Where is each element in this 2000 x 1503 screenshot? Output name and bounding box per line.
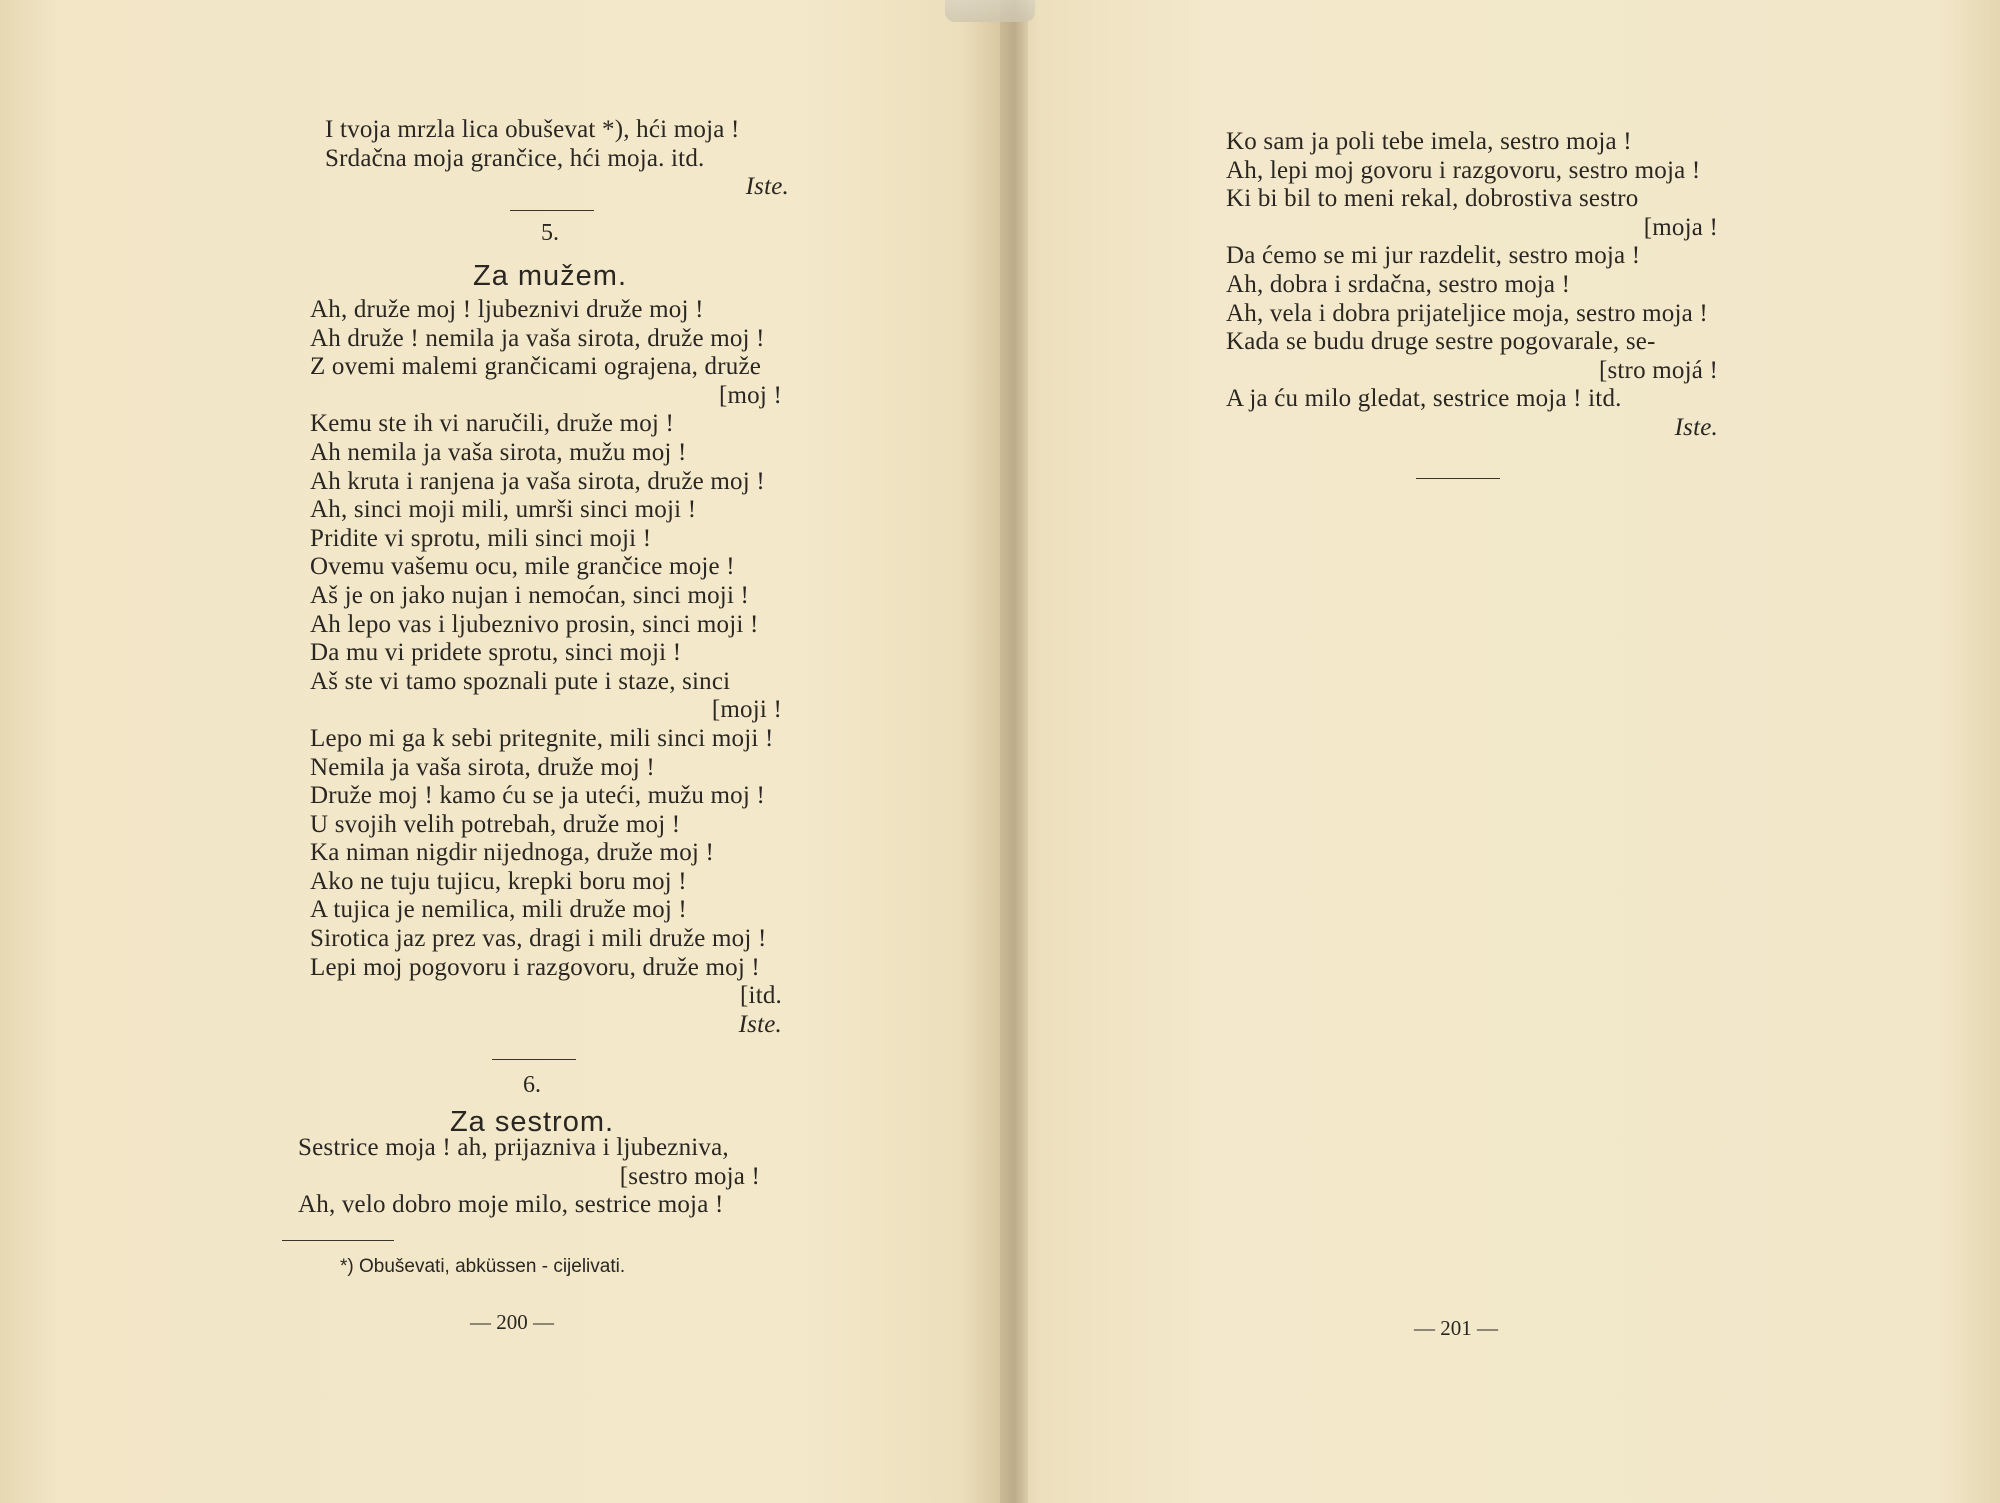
verse-line: U svojih velih potrebah, druže moj ! [310,810,681,838]
section-title: Za mužem. [472,260,628,292]
verse-line: Ka niman nigdir nijednoga, druže moj ! [310,839,715,867]
verse-continuation: [moji ! [711,696,782,724]
verse-continuation: [itd. [740,982,782,1010]
verse-line: Ah lepo vas i ljubeznivo prosin, sinci moji ! [310,610,759,638]
footnote-rule [282,1240,394,1241]
page-number: — 200 — [470,1310,554,1334]
section-number: 6. [523,1072,541,1098]
verse-line: Da ćemo se mi jur razdelit, sestro moja ! [1226,242,1641,270]
verse-line: Ah, druže moj ! ljubeznivi druže moj ! [310,296,704,323]
verse-continuation: [moj ! [719,381,782,409]
verse-line: Ah druže ! nemila ja vaša sirota, druže moj ! [310,324,765,352]
verse-line: A ja ću milo gledat, sestrice moja ! itd. [1226,385,1622,413]
verse-line: Da mu vi pridete sprotu, sinci moji ! [310,639,682,667]
section-6-verses [298,1134,760,1220]
verse-continuation: [sestro moja ! [619,1162,760,1190]
verse-line: Kemu ste ih vi naručili, druže moj ! [310,410,675,438]
verse-line: Ah, sinci moji mili, umrši sinci moji ! [310,496,697,524]
verse-line: Sestrice moja ! ah, prijazniva i ljubezniva, [298,1134,729,1161]
section-title: Za sestrom. [449,1106,615,1138]
verse-line: Nemila ja vaša sirota, druže moj ! [310,753,655,781]
footnote: *) Obuševati, abküssen - cijelivati. [340,1256,626,1277]
verse-line: Ah, vela i dobra prijateljice moja, sestro moja ! [1226,299,1708,327]
verse-continuation: [stro mojá ! [1598,356,1718,384]
attribution: Iste. [738,1010,782,1038]
verse-line: Aš ste vi tamo spoznali pute i staze, sinci [310,667,731,695]
verse-line: Srdačna moja grančice, hći moja. itd. [325,144,705,172]
section-number: 5. [541,220,559,246]
verse-line: Ako ne tuju tujicu, krepki boru moj ! [310,867,687,895]
verse-line: I tvoja mrzla lica obuševat *), hći moja ! [325,116,740,143]
right-page [1028,0,2000,1503]
verse-line: Lepi moj pogovoru i razgovoru, druže moj ! [310,953,760,981]
separator-rule [1416,478,1500,479]
verse-line: Kada se budu druge sestre pogovarale, se- [1226,328,1656,356]
verse-line: Aš je on jako nujan i nemoćan, sinci moji ! [310,581,750,609]
right-verses [1226,128,1718,443]
verse-line: Ah, dobra i srdačna, sestro moja ! [1226,270,1571,298]
verse-line: A tujica je nemilica, mili druže moj ! [310,896,687,924]
page-number: — 201 — [1414,1316,1498,1340]
verse-line: Ah nemila ja vaša sirota, mužu moj ! [310,438,687,466]
verse-line: Ko sam ja poli tebe imela, sestro moja ! [1226,128,1632,155]
verse-line: Ah kruta i ranjena ja vaša sirota, druže moj ! [310,467,765,495]
verse-line: Ki bi bil to meni rekal, dobrostiva sestro [1226,185,1639,213]
verse-line: Ah, velo dobro moje milo, sestrice moja ! [298,1191,724,1219]
book-gutter [1000,0,1028,1503]
verse-line: Pridite vi sprotu, mili sinci moji ! [310,524,652,552]
verse-line: Ah, lepi moj govoru i razgovoru, sestro moja ! [1226,156,1701,184]
attribution: Iste. [745,173,789,201]
separator-rule [510,210,594,211]
separator-rule [492,1059,576,1060]
verse-line: Sirotica jaz prez vas, dragi i mili druže moj ! [310,925,767,953]
verse-line: Ovemu vašemu ocu, mile grančice moje ! [310,553,735,581]
verse-line: Z ovemi malemi grančicami ograjena, druže [310,353,762,381]
verse-line: Druže moj ! kamo ću se ja uteći, mužu moj ! [310,782,765,810]
verse-continuation: [moja ! [1643,213,1718,241]
verse-line: Lepo mi ga k sebi pritegnite, mili sinci moji ! [310,724,774,752]
section-5-verses [310,296,782,1039]
top-lines [325,116,789,202]
attribution: Iste. [1674,413,1718,441]
